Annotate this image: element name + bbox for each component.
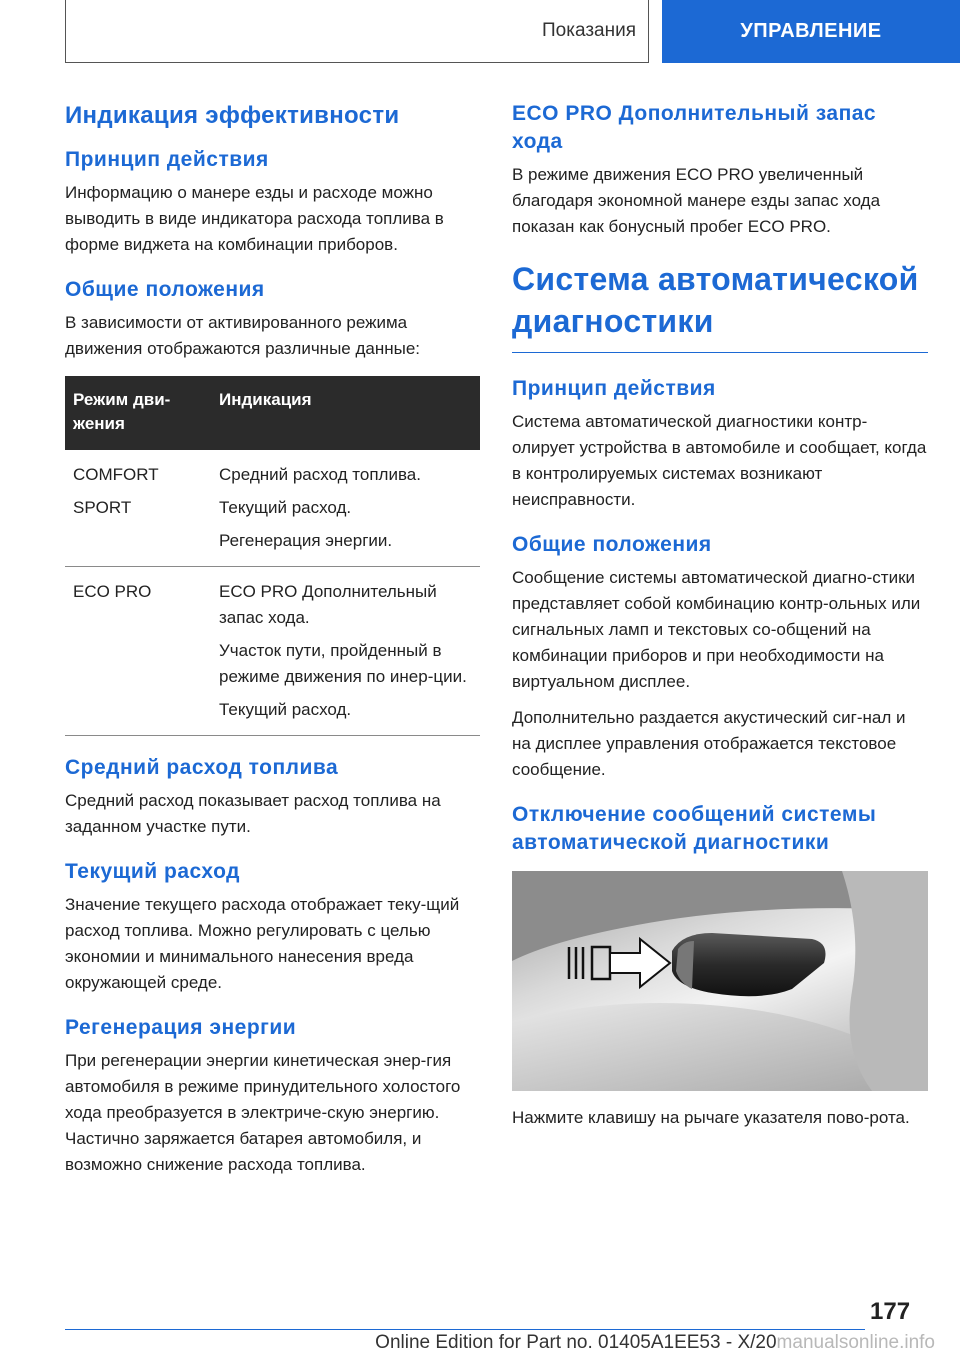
text-general-diag-2: Дополнительно раздается акустический сиг-нал и на дисплее управления отображается текстовое сообщение. bbox=[512, 708, 906, 779]
heading-principle: Принцип действия bbox=[65, 148, 269, 171]
lever-illustration-svg bbox=[512, 871, 928, 1091]
indication-item: Участок пути, пройденный в режиме движения по инер-ции. bbox=[219, 641, 467, 686]
section-title-diagnostics: Система автоматической диагностики bbox=[512, 261, 919, 339]
left-column bbox=[65, 100, 480, 1188]
header-section-label: Показания bbox=[542, 20, 636, 41]
heading-general: Общие положения bbox=[65, 278, 265, 301]
footer-watermark: manualsonline.info bbox=[776, 1332, 935, 1353]
press-arrow-icon bbox=[610, 939, 670, 987]
footer-edition bbox=[65, 1332, 935, 1354]
right-column bbox=[512, 100, 928, 1141]
lever-shape bbox=[672, 933, 826, 996]
indication-item: Регенерация энергии. bbox=[219, 531, 393, 550]
heading-principle-diag: Принцип действия bbox=[512, 377, 716, 400]
section-title-efficiency: Индикация эффективности bbox=[65, 102, 400, 129]
mode-comfort: COMFORT bbox=[73, 465, 159, 484]
header-chapter-label: УПРАВЛЕНИЕ bbox=[740, 20, 882, 42]
footer-edition-text: Online Edition for Part no. 01405A1EE53 - X/20 bbox=[375, 1332, 777, 1353]
indication-item: Средний расход топлива. bbox=[219, 465, 421, 484]
table-header-mode: Режим дви-жения bbox=[65, 376, 211, 450]
heading-average-consumption: Средний расход топлива bbox=[65, 756, 339, 779]
indication-item: Текущий расход. bbox=[219, 498, 352, 517]
mode-eco-pro: ECO PRO bbox=[73, 582, 152, 601]
table-row bbox=[65, 450, 480, 567]
modes-table bbox=[65, 376, 480, 736]
mode-sport: SPORT bbox=[73, 498, 132, 517]
text-current-consumption: Значение текущего расхода отображает теку-щий расход топлива. Можно регулировать с целью экономии и минимального нанесения вреда окружающей среде. bbox=[65, 895, 460, 992]
indication-item: Текущий расход. bbox=[219, 700, 352, 719]
footer-divider bbox=[65, 1329, 865, 1330]
press-symbol-icon bbox=[569, 947, 610, 979]
header-section bbox=[65, 0, 649, 63]
table-row bbox=[65, 567, 480, 736]
lever-button-shape bbox=[676, 941, 694, 989]
heading-energy-recovery: Регенерация энергии bbox=[65, 1016, 297, 1039]
text-average-consumption: Средний расход показывает расход топлива на заданном участке пути. bbox=[65, 791, 441, 836]
heading-general-diag: Общие положения bbox=[512, 533, 712, 556]
turn-signal-lever-illustration bbox=[512, 871, 928, 1091]
table-header-indication: Индикация bbox=[211, 376, 480, 450]
page-number: 177 bbox=[870, 1298, 911, 1325]
text-general: В зависимости от активированного режима движения отображаются различные данные: bbox=[65, 313, 421, 358]
text-principle-diag: Система автоматической диагностики контр-олирует устройства в автомобиле и сообщает, когда в контролируемых системах возникают неисправности. bbox=[512, 412, 927, 509]
title-divider bbox=[512, 352, 928, 353]
text-principle: Информацию о манере езды и расходе можно выводить в виде индикатора расхода топлива в форме виджета на комбинации приборов. bbox=[65, 183, 444, 254]
header-chapter bbox=[662, 0, 960, 63]
text-general-diag-1: Сообщение системы автоматической диагно-стики представляет собой комбинацию контр-ольных или сигнальных ламп и текстовых со-общений на комбинации приборов и при необходимости на виртуальном дисплее. bbox=[512, 568, 921, 691]
figure-caption: Нажмите клавишу на рычаге указателя пово-рота. bbox=[512, 1108, 910, 1127]
indication-item: ECO PRO Дополнительный запас хода. bbox=[219, 582, 437, 627]
text-energy-recovery: При регенерации энергии кинетическая энер-гия автомобиля в режиме принудительного холостого хода преобразуется в электриче-скую энергию. Частично заряжается батарея автомобиля, и возможно снижение расхода топлива. bbox=[65, 1051, 461, 1174]
heading-current-consumption: Текущий расход bbox=[65, 860, 240, 883]
heading-eco-pro-range: ECO PRO Дополнительный запас хода bbox=[512, 102, 877, 153]
text-eco-pro-range: В режиме движения ECO PRO увеличенный благодаря экономной манере езды запас хода показан как бонусный пробег ECO PRO. bbox=[512, 165, 881, 236]
heading-disable-messages: Отключение сообщений системы автоматической диагностики bbox=[512, 803, 877, 854]
